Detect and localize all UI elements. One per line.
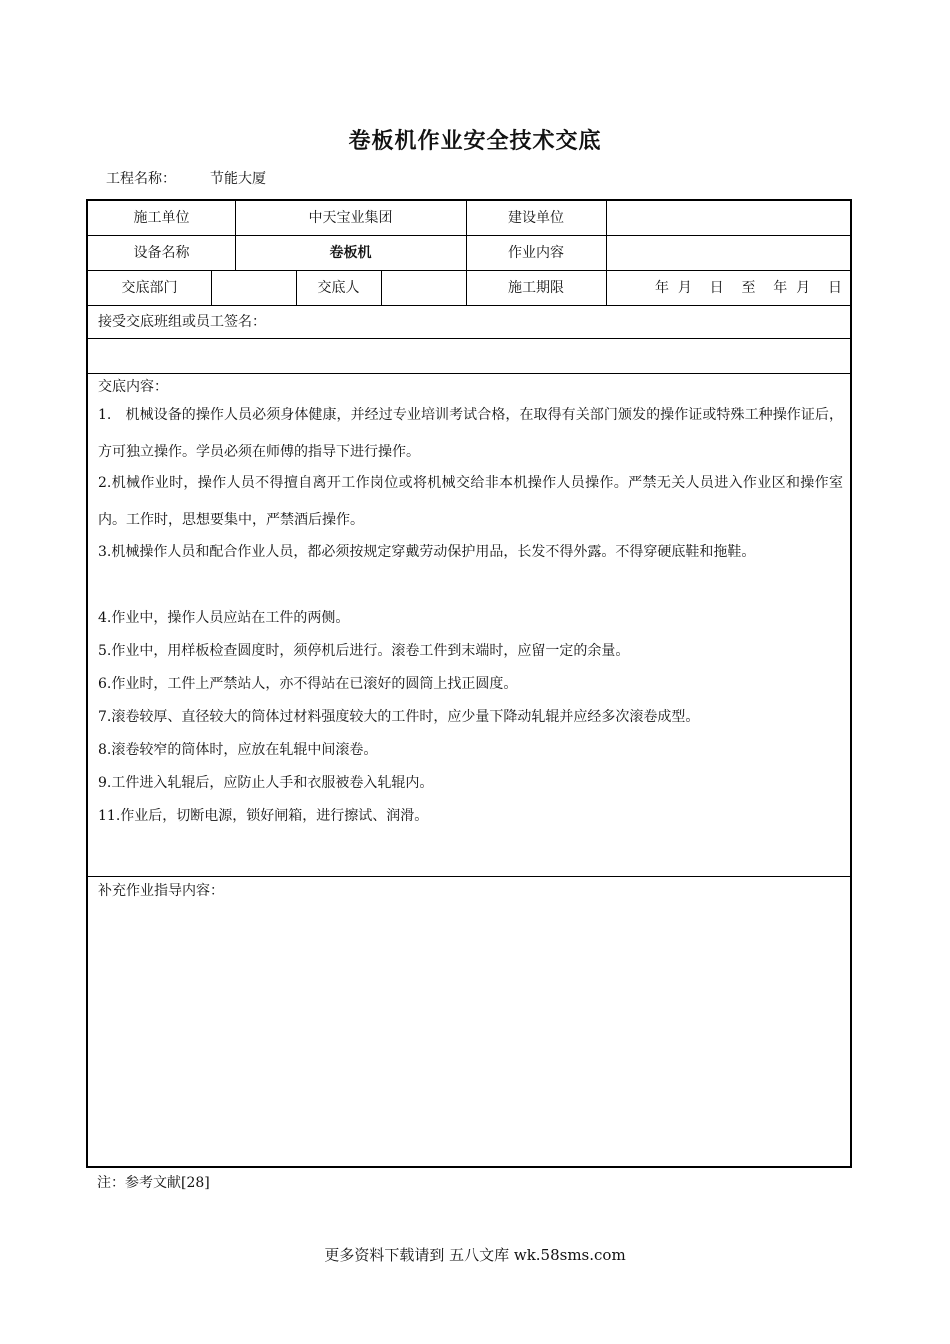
content-label: 交底内容： [98,379,168,395]
content-item: 9.工件进入轧辊后，应防止人手和衣服被卷入轧辊内。 [98,775,434,791]
owner-unit-label: 建设单位 [508,210,564,226]
work-content-label: 作业内容 [508,245,564,261]
construction-unit-label: 施工单位 [133,210,190,226]
content-item: 3.机械操作人员和配合作业人员，都必须按规定穿戴劳动保护用品，长发不得外露。不得穿硬底鞋和拖鞋。 [98,544,756,560]
owner-unit-value [606,201,850,235]
work-content-value [606,236,850,270]
project-name [106,168,266,188]
document-title: 卷板机作业安全技术交底 [348,129,602,154]
project-value: 节能大厦 [210,171,266,187]
content-item: 1. 机械设备的操作人员必须身体健康，并经过专业培训考试合格，在取得有关部门颁发的操作证或特殊工种操作证后，方可独立操作。学员必须在师傅的指导下进行操作。 [98,407,843,460]
content-item: 7.滚卷较厚、直径较大的筒体过材料强度较大的工件时，应少量下降动轧辊并应经多次滚卷成型。 [98,709,700,725]
construction-period-date: 年 月 日 至 年 月 日 [654,280,842,296]
reference-note: 注：参考文献[28] [97,1175,210,1191]
briefing-dept-label: 交底部门 [121,280,178,296]
project-label: 工程名称： [106,171,176,187]
equipment-name-value: 卷板机 [329,245,372,261]
briefer-value [381,271,466,305]
content-item: 8.滚卷较窄的筒体时，应放在轧辊中间滚卷。 [98,742,378,758]
footer-text: 更多资料下载请到 五八文库 wk.58sms.com [324,1246,626,1264]
content-item: 4.作业中，操作人员应站在工件的两侧。 [98,610,350,626]
construction-period-label: 施工期限 [508,280,564,296]
signature-label: 接受交底班组或员工签名： [98,314,266,330]
construction-unit-value: 中天宝业集团 [308,210,393,226]
equipment-name-label: 设备名称 [133,245,190,261]
supplement-label: 补充作业指导内容： [98,883,224,899]
content-item: 11.作业后，切断电源，锁好闸箱，进行擦试、润滑。 [98,808,429,824]
content-item: 2.机械作业时，操作人员不得擅自离开工作岗位或将机械交给非本机操作人员操作。严禁无关人员进入作业区和操作室内。工作时，思想要集中，严禁酒后操作。 [98,475,843,528]
content-item: 5.作业中，用样板检查圆度时，须停机后进行。滚卷工件到末端时，应留一定的余量。 [98,643,630,659]
briefer-label: 交底人 [317,280,360,296]
content-item: 6.作业时，工件上严禁站人，亦不得站在已滚好的圆筒上找正圆度。 [98,676,518,692]
briefing-table [86,199,852,1168]
briefing-dept-value [211,271,296,305]
